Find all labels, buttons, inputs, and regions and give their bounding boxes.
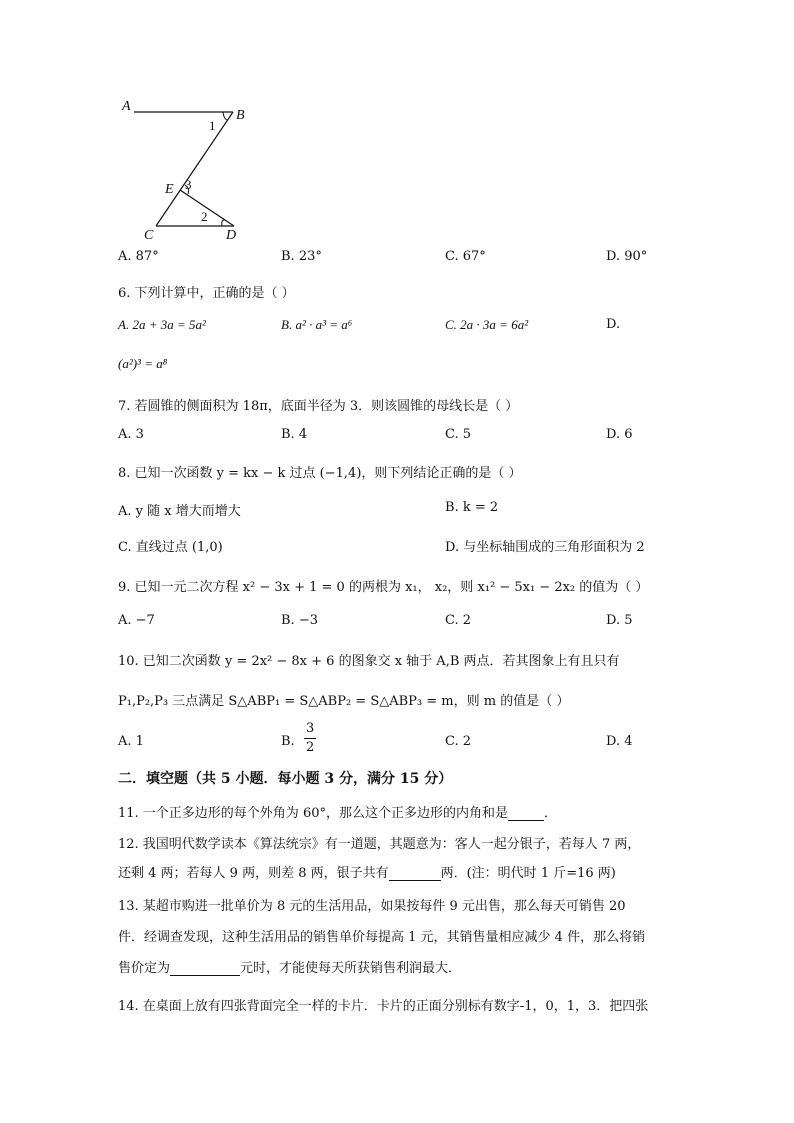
q8-option-a[interactable]: A. y 随 x 增大而增大 xyxy=(118,504,241,519)
q10-option-a[interactable]: A. 1 xyxy=(118,734,144,749)
q5-option-d[interactable]: D. 90° xyxy=(606,249,648,264)
q10-options xyxy=(118,721,678,772)
q12-text-end: 两．(注：明代时 1 斤=16 两) xyxy=(440,866,616,881)
q13-text: 售价定为 xyxy=(118,961,171,976)
label-angle-3: 3 xyxy=(185,177,192,192)
q10-stem-line1: 10. 已知二次函数 y = 2x² − 8x + 6 的图象交 x 轴于 A,B 两点．若其图象上有且只有 xyxy=(118,654,620,669)
q9-option-d[interactable]: D. 5 xyxy=(606,613,633,628)
q9-option-c[interactable]: C. 2 xyxy=(445,613,472,628)
q10-option-d[interactable]: D. 4 xyxy=(606,734,633,749)
q6-option-a[interactable]: A. 2a + 3a = 5a² xyxy=(118,317,206,332)
label-angle-2: 2 xyxy=(201,209,208,224)
q12-answer-blank[interactable] xyxy=(389,866,441,881)
label-b: B xyxy=(236,108,245,123)
q7-options xyxy=(118,427,678,447)
q5-option-c[interactable]: C. 67° xyxy=(445,249,486,264)
angle-1-arc xyxy=(223,112,228,120)
q10-option-c[interactable]: C. 2 xyxy=(445,734,472,749)
q12-line1: 12. 我国明代数学读本《算法统宗》有一道题，其题意为：客人一起分银子，若每人 7 两， xyxy=(118,837,641,852)
q13-line3 xyxy=(118,957,461,976)
q9-stem: 9. 已知一元二次方程 x² − 3x + 1 = 0 的两根为 x₁， x₂，则 x₁² − 5x₁ − 2x₂ 的值为（ ） xyxy=(118,580,649,595)
q8-option-d[interactable]: D. 与坐标轴围成的三角形面积为 2 xyxy=(445,540,645,555)
q10-option-b-denominator: 2 xyxy=(306,740,315,755)
q8-stem: 8. 已知一次函数 y = kx − k 过点 (−1,4)，则下列结论正确的是（ ） xyxy=(118,466,522,481)
q11-text-end: ． xyxy=(543,806,557,821)
q8-option-c[interactable]: C. 直线过点 (1,0) xyxy=(118,540,223,555)
q8-options-row2 xyxy=(118,536,678,556)
label-e: E xyxy=(165,182,174,197)
label-angle-1: 1 xyxy=(209,118,216,133)
q7-option-b[interactable]: B. 4 xyxy=(281,427,308,442)
label-c: C xyxy=(144,228,154,243)
q7-option-a[interactable]: A. 3 xyxy=(118,427,144,442)
segment-bc xyxy=(156,112,233,226)
q13-line1: 13. 某超市购进一批单价为 8 元的生活用品，如果按每件 9 元出售，那么每天可销售 20 xyxy=(118,899,626,914)
geometry-figure xyxy=(110,90,260,245)
q10-option-b-fraction xyxy=(304,720,316,757)
q9-options xyxy=(118,613,678,633)
q13-line2: 件．经调查发现，这种生活用品的销售单价每提高 1 元，其销售量相应减少 4 件，那么将销 xyxy=(118,930,646,945)
q14-line1: 14. 在桌面上放有四张背面完全一样的卡片．卡片的正面分别标有数字-1，0，1，3．把四张 xyxy=(118,999,649,1014)
q10-stem-line2: P₁,P₂,P₃ 三点满足 S△ABP₁ = S△ABP₂ = S△ABP₃ = m，则 m 的值是（ ） xyxy=(118,694,570,709)
q5-options xyxy=(118,249,678,269)
q11-answer-blank[interactable] xyxy=(508,806,544,821)
q5-option-a[interactable]: A. 87° xyxy=(118,249,159,264)
q10-option-b-label[interactable]: B. xyxy=(281,734,295,749)
q8-options-row1 xyxy=(118,500,678,520)
section-2-title: 二．填空题（共 5 小题．每小题 3 分，满分 15 分） xyxy=(118,771,453,787)
q6-options xyxy=(118,317,678,337)
label-a: A xyxy=(122,99,131,114)
q6-option-b[interactable]: B. a² · a³ = a⁶ xyxy=(281,317,353,332)
q10-option-b-numerator: 3 xyxy=(304,720,316,739)
q6-option-d-label[interactable]: D. xyxy=(606,317,621,332)
q11-text: 11. 一个正多边形的每个外角为 60°，那么这个正多边形的内角和是 xyxy=(118,806,508,821)
label-d: D xyxy=(226,228,237,243)
q7-stem: 7. 若圆锥的侧面积为 18π，底面半径为 3．则该圆锥的母线长是（ ） xyxy=(118,399,519,414)
angle-2-arc xyxy=(222,220,225,226)
q13-answer-blank[interactable] xyxy=(170,961,240,976)
q12-line2 xyxy=(118,862,616,881)
q6-option-c[interactable]: C. 2a · 3a = 6a² xyxy=(445,317,529,332)
q6-stem: 6. 下列计算中，正确的是（ ） xyxy=(118,286,295,301)
q6-option-d-expr: (a²)³ = a⁸ xyxy=(118,356,168,371)
q7-option-c[interactable]: C. 5 xyxy=(445,427,472,442)
q9-option-a[interactable]: A. −7 xyxy=(118,613,155,628)
q9-option-b[interactable]: B. −3 xyxy=(281,613,318,628)
q12-text: 还剩 4 两；若每人 9 两，则差 8 两，银子共有 xyxy=(118,866,389,881)
q13-text-end: 元时，才能使每天所获销售利润最大． xyxy=(240,961,462,976)
q11 xyxy=(118,802,557,821)
q7-option-d[interactable]: D. 6 xyxy=(606,427,633,442)
q8-option-b[interactable]: B. k = 2 xyxy=(445,500,499,515)
q5-option-b[interactable]: B. 23° xyxy=(281,249,322,264)
